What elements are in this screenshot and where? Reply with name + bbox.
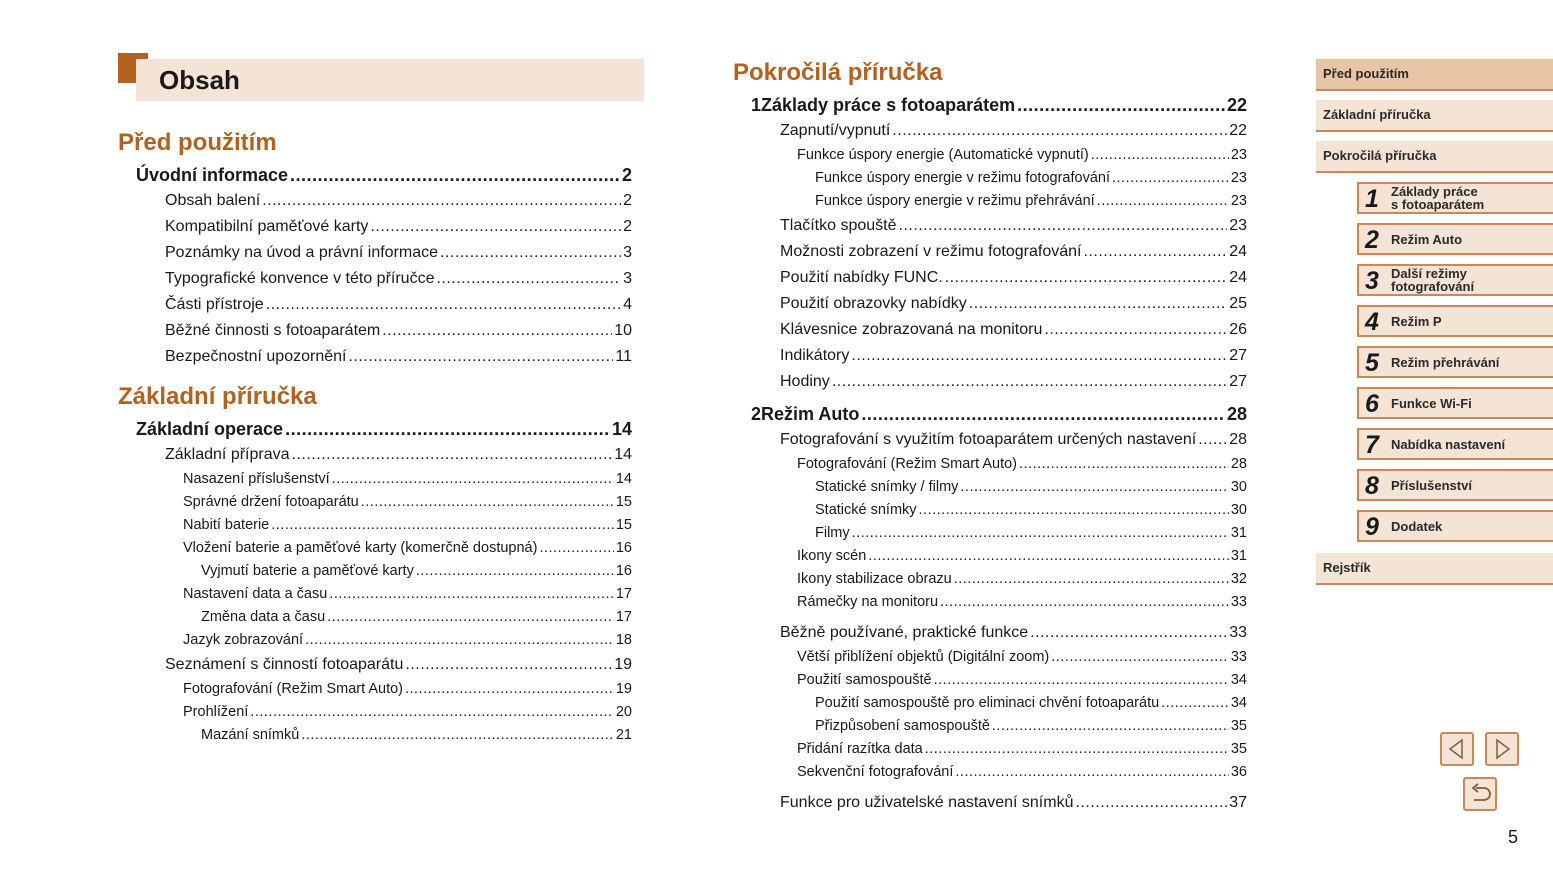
dot-leader [925,738,1229,761]
dot-leader [1051,646,1229,669]
dot-leader [1091,144,1229,167]
dot-leader [1017,92,1225,118]
toc-entry[interactable] [118,724,632,747]
nav-pred-pouzitim[interactable]: Před použitím [1316,59,1553,91]
toc-page-number: 2 [623,192,632,209]
toc-entry-text: Fotografování s využitím fotoaparátem určených nastavení [780,431,1197,448]
toc-page-number: 18 [615,632,632,648]
toc-page-number: 23 [1230,193,1247,209]
toc-entry-text: Ikony stabilizace obrazu [797,571,952,587]
toc-page-number: 27 [1229,373,1247,390]
dot-leader [348,344,613,370]
toc-entry[interactable] [733,620,1247,646]
dot-leader [1198,427,1227,453]
dot-leader [992,715,1229,738]
toc-page-number: 36 [1230,764,1247,780]
dot-leader [1030,620,1227,646]
toc-page-number: 14 [611,419,632,439]
dot-leader [382,318,612,344]
toc-entry[interactable] [733,118,1247,144]
toc-entry[interactable] [733,669,1247,692]
chapter-number: 2 [751,404,762,424]
dot-leader [405,652,612,678]
next-page-button[interactable] [1485,732,1519,766]
dot-leader [1083,239,1227,265]
dot-leader [1044,317,1227,343]
toc-entry[interactable] [118,468,632,491]
toc-page-number: 19 [615,681,632,697]
nav-chapter-label: Funkce Wi-Fi [1391,395,1472,411]
nav-chapter-number: 6 [1365,390,1379,418]
nav-chapter-number: 1 [1365,185,1379,213]
nav-chapter-1[interactable] [1357,182,1553,214]
toc-page-number: 16 [615,563,632,579]
toc-entry-text: Funkce úspory energie (Automatické vypnutí) [797,147,1089,163]
toc-entry[interactable] [733,317,1247,343]
toc-page-number: 34 [1230,695,1247,711]
dot-leader [919,499,1229,522]
toc-page-number: 23 [1230,170,1247,186]
toc-entry-text: Hodiny [780,373,830,390]
nav-chapter-number: 3 [1365,267,1379,295]
nav-chapter-number: 2 [1365,226,1379,254]
dot-leader [292,442,613,468]
dot-leader [899,213,1228,239]
toc-page-number: 32 [1230,571,1247,587]
toc-chapter[interactable] [733,401,1247,427]
toc-entry[interactable] [733,239,1247,265]
nav-chapter-4[interactable] [1357,305,1553,337]
toc-entry-text: Statické snímky [815,502,917,518]
toc-entry-text: Ikony scén [797,548,867,564]
nav-chapter-number: 8 [1365,472,1379,500]
toc-entry-text: Běžně používané, praktické funkce [780,624,1029,641]
toc-chapter[interactable] [733,92,1247,118]
toc-entry[interactable] [733,291,1247,317]
toc-entry-text: Klávesnice zobrazovaná na monitoru [780,321,1043,338]
toc-entry-text: Možnosti zobrazení v režimu fotografování [780,243,1082,260]
toc-entry-text: Vložení baterie a paměťové karty (komerčně dostupná) [183,540,538,556]
toc-entry[interactable] [733,265,1247,291]
toc-entry-text: Použití samospouště [797,672,932,688]
toc-entry-text: Sekvenční fotografování [797,764,954,780]
nav-chapter-label: Další režimy fotografování [1391,266,1475,294]
dot-leader [955,761,1228,784]
dot-leader [370,214,621,240]
toc-entry-text: Funkce pro uživatelské nastavení snímků [780,794,1074,811]
toc-page-number: 35 [1230,741,1247,757]
toc-entry[interactable] [733,522,1247,545]
toc-entry-text: Obsah balení [165,192,261,209]
dot-leader [266,292,621,318]
nav-chapter-number: 9 [1365,513,1379,541]
nav-pokrocila-prirucka[interactable]: Pokročilá příručka [1316,141,1553,173]
toc-entry[interactable] [118,442,632,468]
toc-entry[interactable] [733,343,1247,369]
toc-entry[interactable] [118,652,632,678]
toc-entry[interactable] [118,583,632,606]
toc-entry-text: Poznámky na úvod a právní informace [165,244,439,261]
toc-entry-text: Základy práce s fotoaparátem [761,95,1016,115]
nav-chapter-number: 4 [1365,308,1379,336]
toc-entry-text: Kompatibilní paměťové karty [165,218,369,235]
toc-page-number: 33 [1230,649,1247,665]
toc-page-number: 2 [621,165,632,185]
toc-entry-text: Přizpůsobení samospouště [815,718,990,734]
toc-entry-text: Nastavení data a času [183,586,328,602]
toc-entry-text: Správné držení fotoaparátu [183,494,359,510]
toc-entry[interactable] [733,761,1247,784]
toc-entry-text: Základní příprava [165,446,290,463]
toc-entry-text: Prohlížení [183,704,249,720]
toc-page-number: 14 [615,471,632,487]
toc-page-number: 22 [1226,95,1247,115]
toc-entry-text: Mazání snímků [201,727,300,743]
toc-entry[interactable] [118,240,632,266]
toc-entry-text: Statické snímky / filmy [815,479,959,495]
dot-leader [250,701,614,724]
toc-entry[interactable] [118,678,632,701]
dot-leader [960,476,1228,499]
toc-page-number: 28 [1229,431,1247,448]
toc-page-number: 16 [615,540,632,556]
page-number: 5 [1508,827,1519,847]
toc-page-number: 30 [1230,502,1247,518]
dot-leader [361,491,614,514]
toc-entry-text: Změna data a času [201,609,326,625]
toc-entry[interactable] [733,144,1247,167]
toc-page-number: 11 [615,348,632,365]
dot-leader [954,568,1229,591]
toc-entry[interactable] [733,692,1247,715]
toc-entry-text: Bezpečnostní upozornění [165,348,347,365]
dot-leader [934,669,1229,692]
toc-entry-text: Nabití baterie [183,517,270,533]
toc-entry-text: Větší přiblížení objektů (Digitální zoom) [797,649,1050,665]
toc-page-number: 33 [1229,624,1247,641]
nav-chapter-label: Příslušenství [1391,477,1472,493]
toc-entry-text: Funkce úspory energie v režimu přehrávání [815,193,1095,209]
dot-leader [945,265,1227,291]
toc-middle-column [733,56,1247,816]
toc-entry[interactable] [118,491,632,514]
toc-entry[interactable] [118,266,632,292]
dot-leader [332,468,614,491]
toc-entry[interactable] [733,568,1247,591]
toc-entry-text: Úvodní informace [136,165,289,185]
nav-chapter-8[interactable] [1357,469,1553,501]
toc-entry[interactable] [733,476,1247,499]
toc-entry-text: Tlačítko spouště [780,217,897,234]
section-heading[interactable]: Pokročilá příručka [733,59,943,86]
toc-page-number: 28 [1226,404,1247,424]
toc-page-number: 31 [1230,548,1247,564]
dot-leader [416,560,614,583]
toc-page-number: 27 [1229,347,1247,364]
nav-chapter-label: Režim P [1391,313,1442,329]
nav-chapter-label: Nabídka nastavení [1391,436,1506,452]
toc-page-number: 33 [1230,594,1247,610]
toc-page-number: 24 [1229,243,1247,260]
toc-entry[interactable] [733,190,1247,213]
toc-entry[interactable] [118,188,632,214]
toc-page-number: 15 [615,494,632,510]
toc-entry[interactable] [733,646,1247,669]
toc-page-number: 25 [1229,295,1247,312]
toc-entry[interactable] [118,560,632,583]
arrow-left-icon [1442,734,1472,764]
dot-leader [327,606,614,629]
dot-leader [440,240,621,266]
dot-leader [285,416,610,442]
toc-entry[interactable] [118,701,632,724]
dot-leader [861,401,1225,427]
toc-page-number: 17 [615,586,632,602]
toc-page-number: 3 [623,270,632,287]
nav-chapter-label: Základy práce s fotoaparátem [1391,184,1485,212]
toc-entry[interactable] [733,427,1247,453]
toc-entry[interactable] [733,715,1247,738]
toc-page-number: 23 [1229,217,1247,234]
dot-leader [969,291,1227,317]
dot-leader [436,266,621,292]
toc-entry[interactable] [733,453,1247,476]
toc-entry-text: Fotografování (Režim Smart Auto) [183,681,403,697]
toc-entry[interactable] [118,606,632,629]
dot-leader [1019,453,1229,476]
dot-leader [405,678,614,701]
section-heading[interactable]: Základní příručka [118,383,317,410]
toc-entry[interactable] [733,167,1247,190]
toc-entry-text: Použití nabídky FUNC. [780,269,943,286]
return-icon [1465,779,1495,809]
toc-page-number: 22 [1229,122,1247,139]
nav-chapter-2[interactable] [1357,223,1553,255]
nav-chapter-3[interactable] [1357,264,1553,296]
section-heading[interactable]: Před použitím [118,129,277,156]
toc-page-number: 19 [614,656,632,673]
dot-leader [290,162,620,188]
nav-rejstrik[interactable]: Rejstřík [1316,553,1553,585]
toc-page-number: 35 [1230,718,1247,734]
nav-chapter-5[interactable] [1357,346,1553,378]
toc-entry-text: Použití obrazovky nabídky [780,295,967,312]
toc-page-number: 17 [615,609,632,625]
nav-chapter-label: Režim Auto [1391,231,1463,247]
nav-chapter-7[interactable] [1357,428,1553,460]
toc-entry[interactable] [118,629,632,652]
nav-chapter-number: 7 [1365,431,1379,459]
nav-chapter-label: Režim přehrávání [1391,354,1500,370]
dot-leader [1112,167,1229,190]
toc-entry-text: Použití samospouště pro eliminaci chvění fotoaparátu [815,695,1160,711]
toc-entry[interactable] [733,545,1247,568]
page-title-box [118,53,644,101]
toc-entry-text: Funkce úspory energie v režimu fotografování [815,170,1110,186]
toc-left-column [118,126,632,747]
toc-page-number: 2 [623,218,632,235]
toc-page-number: 31 [1230,525,1247,541]
toc-entry[interactable] [118,537,632,560]
nav-chapter-9[interactable] [1357,510,1553,542]
return-button[interactable] [1463,777,1497,811]
toc-entry[interactable] [118,416,632,442]
dot-leader [832,369,1227,395]
toc-page-number: 24 [1229,269,1247,286]
nav-chapter-6[interactable] [1357,387,1553,419]
toc-entry-text: Přidání razítka data [797,741,923,757]
toc-entry[interactable] [118,162,632,188]
dot-leader [539,537,613,560]
nav-zakladni-prirucka[interactable]: Základní příručka [1316,100,1553,132]
dot-leader [851,343,1227,369]
toc-page-number: 20 [615,704,632,720]
dot-leader [1097,190,1229,213]
toc-entry[interactable] [733,790,1247,816]
dot-leader [305,629,614,652]
toc-page-number: 23 [1230,147,1247,163]
dot-leader [940,591,1229,614]
toc-entry-text: Části přístroje [165,296,264,313]
toc-page-number: 26 [1229,321,1247,338]
toc-entry[interactable] [118,514,632,537]
toc-entry-text: Zapnutí/vypnutí [780,122,891,139]
toc-entry[interactable] [733,499,1247,522]
page-title: Obsah [159,65,240,95]
toc-entry-text: Nasazení příslušenství [183,471,330,487]
toc-entry-text: Typografické konvence v této příručce [165,270,435,287]
toc-entry[interactable] [733,738,1247,761]
toc-page-number: 21 [615,727,632,743]
toc-entry[interactable] [118,214,632,240]
toc-entry-text: Indikátory [780,347,850,364]
toc-entry[interactable] [118,344,632,370]
toc-entry[interactable] [733,213,1247,239]
toc-entry-text: Seznámení s činností fotoaparátu [165,656,404,673]
toc-entry-text: Běžné činnosti s fotoaparátem [165,322,381,339]
toc-page-number: 34 [1230,672,1247,688]
nav-chapter-label: Dodatek [1391,518,1443,534]
dot-leader [1161,692,1229,715]
toc-page-number: 10 [614,322,632,339]
dot-leader [301,724,614,747]
toc-entry[interactable] [118,292,632,318]
dot-leader [271,514,614,537]
chapter-number: 1 [751,95,762,115]
prev-page-button[interactable] [1440,732,1474,766]
toc-entry[interactable] [118,318,632,344]
toc-page-number: 15 [615,517,632,533]
toc-page-number: 14 [614,446,632,463]
toc-page-number: 28 [1230,456,1247,472]
toc-entry-text: Fotografování (Režim Smart Auto) [797,456,1017,472]
toc-entry-text: Rámečky na monitoru [797,594,939,610]
dot-leader [892,118,1227,144]
dot-leader [852,522,1229,545]
side-navigation [1316,0,1553,874]
toc-entry-text: Vyjmutí baterie a paměťové karty [201,563,414,579]
dot-leader [868,545,1229,568]
toc-entry[interactable] [733,591,1247,614]
toc-entry-text: Režim Auto [761,404,860,424]
dot-leader [262,188,621,214]
toc-entry-text: Filmy [815,525,850,541]
toc-page-number: 4 [623,296,632,313]
dot-leader [329,583,614,606]
arrow-right-icon [1487,734,1517,764]
dot-leader [1075,790,1227,816]
toc-page-number: 37 [1229,794,1247,811]
toc-page-number: 3 [623,244,632,261]
toc-entry[interactable] [733,369,1247,395]
nav-chapter-number: 5 [1365,349,1379,377]
toc-page-number: 30 [1230,479,1247,495]
toc-entry-text: Základní operace [136,419,284,439]
toc-entry-text: Jazyk zobrazování [183,632,304,648]
